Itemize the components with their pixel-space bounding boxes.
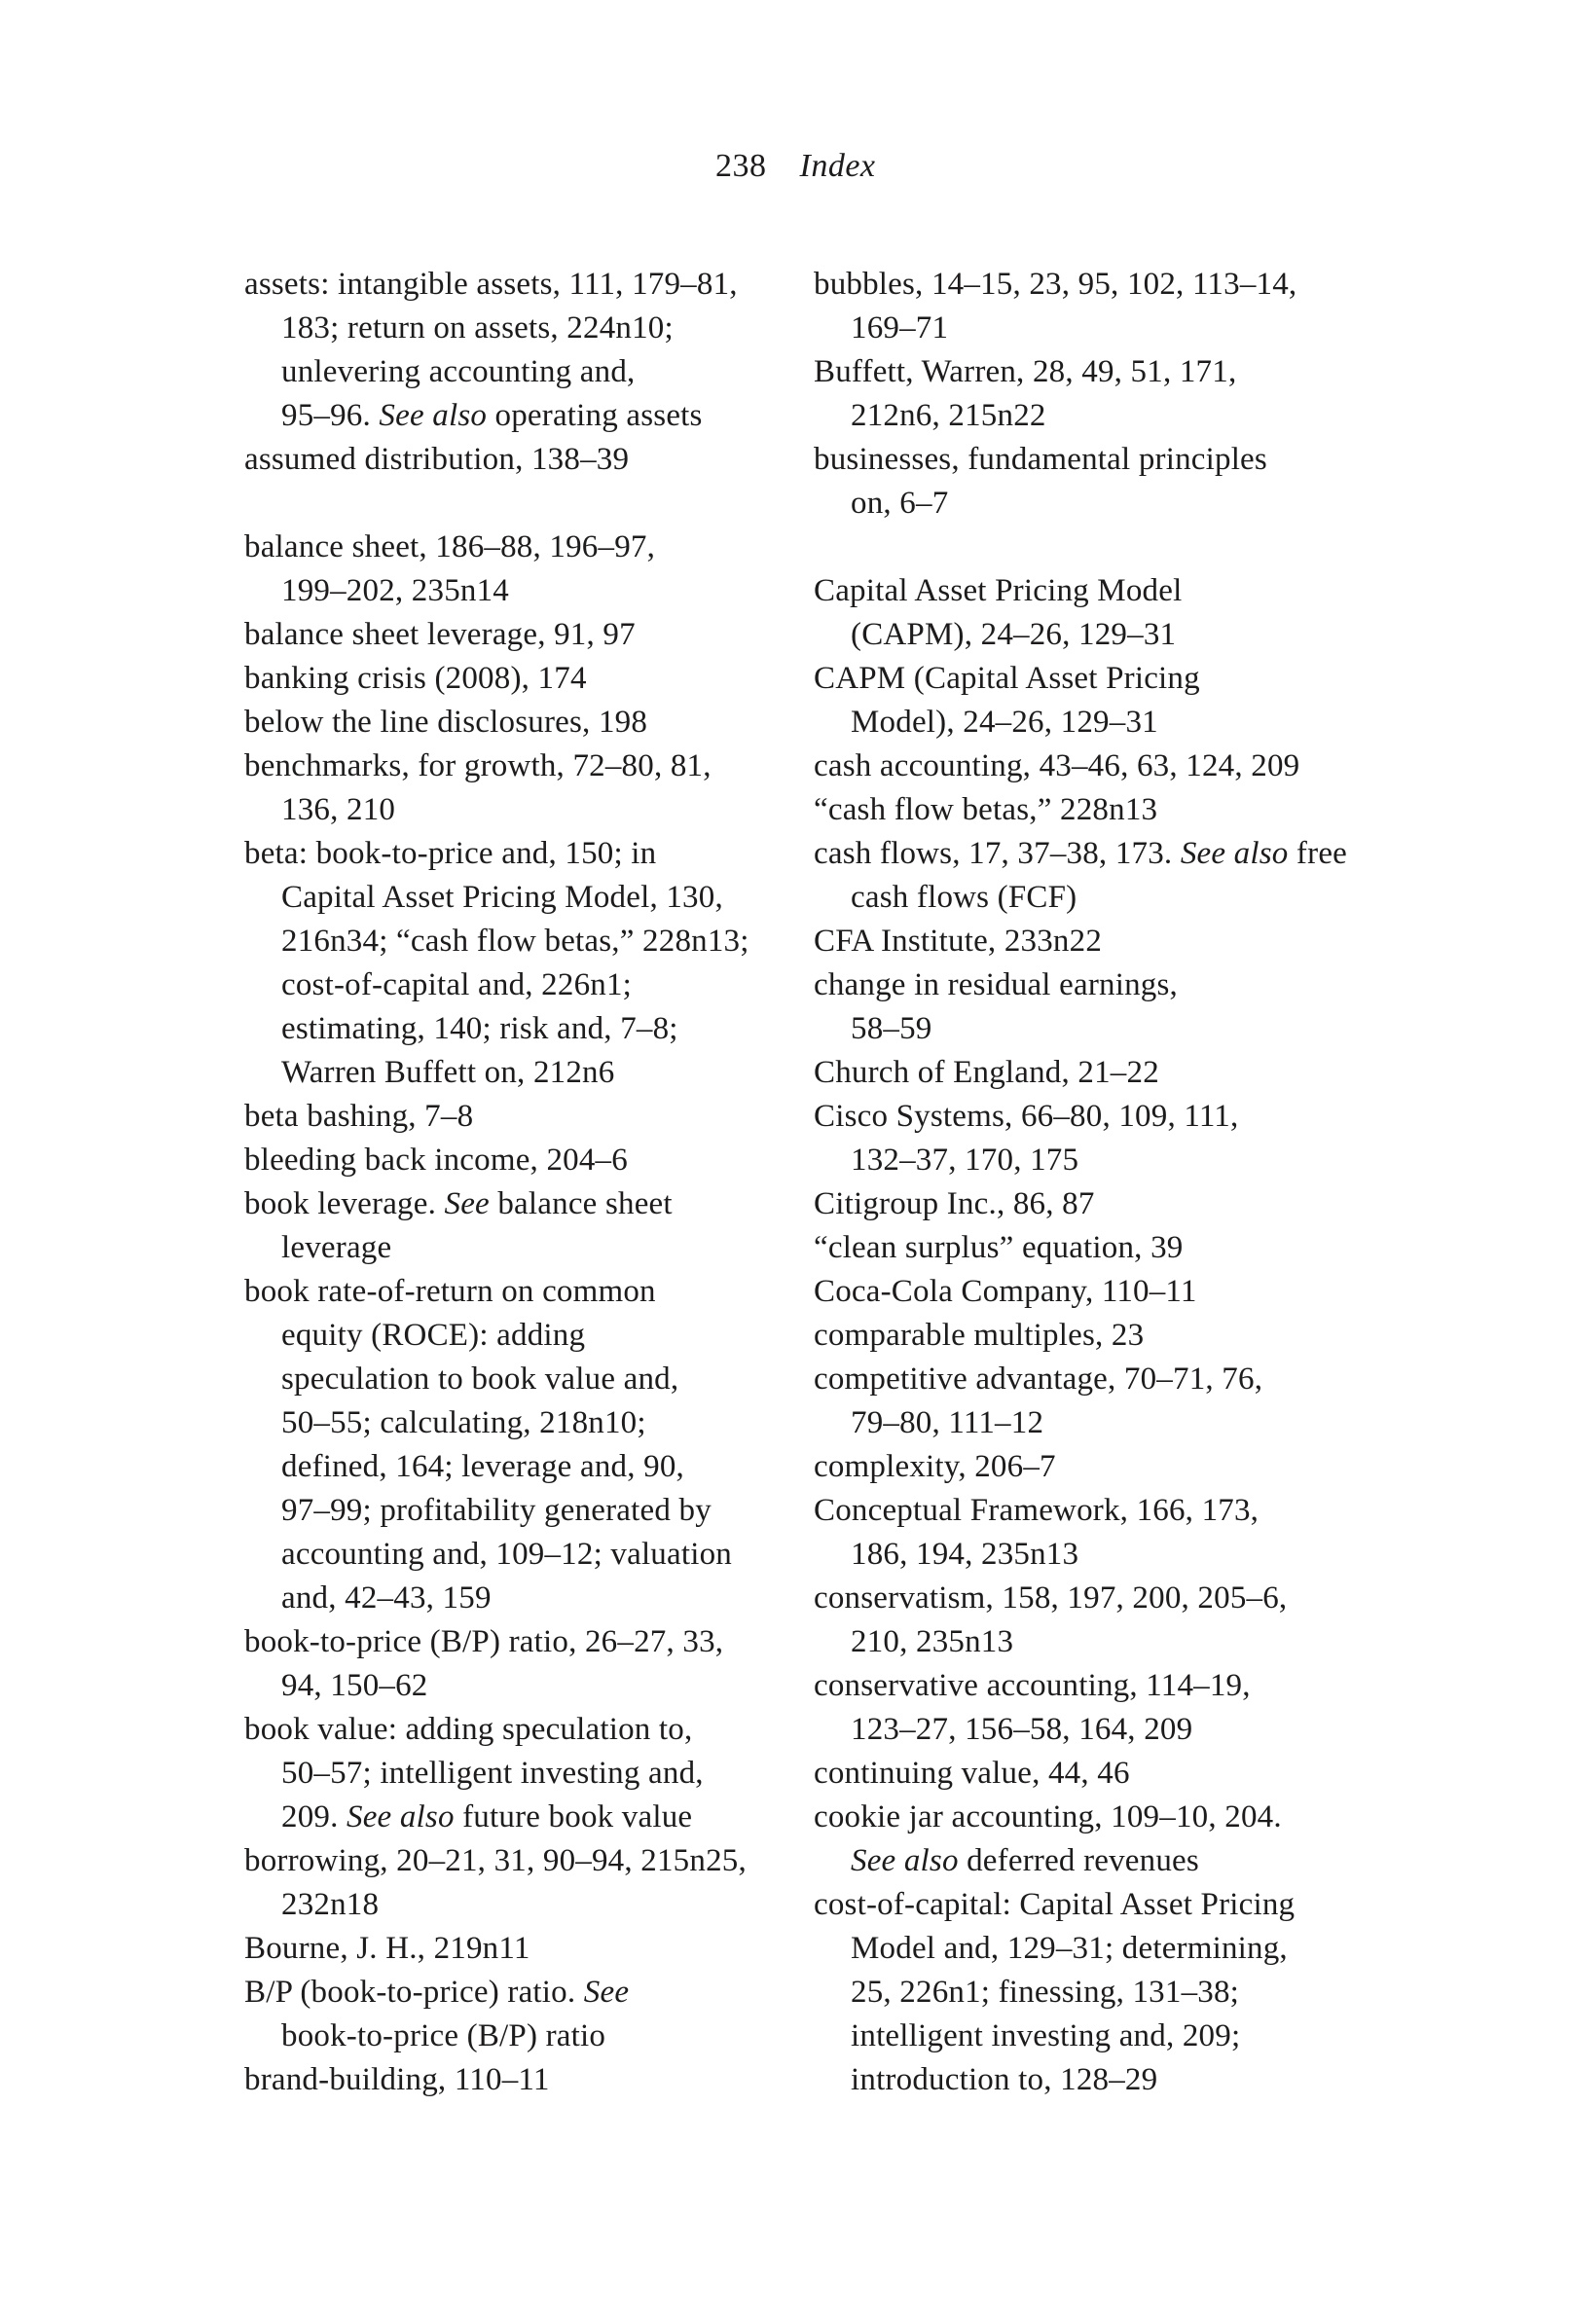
index-line	[244, 1182, 828, 1226]
index-line	[244, 1577, 828, 1620]
text-run: change in residual earnings,	[814, 967, 1178, 1002]
index-line	[244, 1533, 828, 1577]
text-run: defined, 164; leverage and, 90,	[281, 1449, 684, 1484]
index-line	[814, 1226, 1398, 1270]
index-line	[244, 1971, 828, 2015]
text-run: beta bashing, 7–8	[244, 1099, 474, 1134]
text-run: 186, 194, 235n13	[851, 1537, 1079, 1572]
index-line	[814, 1752, 1398, 1796]
text-run: 50–55; calculating, 218n10;	[281, 1405, 646, 1440]
index-line	[244, 657, 828, 701]
index-line	[814, 1270, 1398, 1314]
running-head	[715, 144, 876, 188]
index-line	[244, 1796, 828, 1839]
text-run: 25, 226n1; finessing, 131–38;	[851, 1975, 1240, 2010]
text-run: 95–96.	[281, 398, 380, 433]
index-line	[814, 613, 1398, 657]
text-run: 183; return on assets, 224n10;	[281, 310, 674, 345]
text-run: book leverage.	[244, 1186, 445, 1221]
index-line	[814, 1007, 1398, 1051]
index-line	[814, 2058, 1398, 2102]
index-line	[814, 1927, 1398, 1971]
index-line	[814, 438, 1398, 482]
text-run: cost-of-capital: Capital Asset Pricing	[814, 1887, 1296, 1922]
cross-reference: See also	[851, 1843, 959, 1878]
index-line	[814, 832, 1398, 876]
text-run: future book value	[454, 1799, 693, 1834]
index-line	[814, 482, 1398, 526]
text-run: beta: book-to-price and, 150; in	[244, 836, 657, 871]
index-column-right	[814, 263, 1398, 2102]
text-run: deferred revenues	[958, 1843, 1199, 1878]
text-run: assumed distribution, 138–39	[244, 442, 630, 477]
text-run: borrowing, 20–21, 31, 90–94, 215n25,	[244, 1843, 747, 1878]
index-line	[244, 1752, 828, 1796]
text-run: comparable multiples, 23	[814, 1318, 1145, 1353]
index-line	[244, 526, 828, 569]
text-run: cookie jar accounting, 109–10, 204.	[814, 1799, 1282, 1834]
index-line	[244, 1927, 828, 1971]
text-run: Conceptual Framework, 166, 173,	[814, 1493, 1260, 1528]
index-line	[814, 963, 1398, 1007]
text-run: leverage	[281, 1230, 392, 1265]
text-run: and, 42–43, 159	[281, 1580, 492, 1616]
text-run: speculation to book value and,	[281, 1362, 679, 1397]
text-run: 216n34; “cash flow betas,” 228n13;	[281, 924, 749, 959]
text-run: “cash flow betas,” 228n13	[814, 792, 1158, 827]
index-line	[244, 1401, 828, 1445]
running-head-title: Index	[799, 148, 876, 184]
text-run: unlevering accounting and,	[281, 354, 636, 389]
text-run: cash flows, 17, 37–38, 173.	[814, 836, 1181, 871]
text-run: balance sheet, 186–88, 196–97,	[244, 529, 656, 564]
index-line	[814, 1095, 1398, 1139]
text-run: Model), 24–26, 129–31	[851, 705, 1158, 740]
index-line	[244, 832, 828, 876]
index-line	[244, 350, 828, 394]
index-line	[244, 307, 828, 350]
text-run: book rate-of-return on common	[244, 1274, 656, 1309]
index-line	[814, 1358, 1398, 1401]
index-line	[814, 1971, 1398, 2015]
index-line	[814, 1314, 1398, 1358]
cross-reference: See	[444, 1186, 490, 1221]
index-line	[814, 744, 1398, 788]
index-line	[244, 2015, 828, 2058]
index-line	[814, 1051, 1398, 1095]
index-line	[244, 963, 828, 1007]
index-line	[814, 1182, 1398, 1226]
index-line	[244, 1883, 828, 1927]
index-line	[814, 394, 1398, 438]
text-run: balance sheet leverage, 91, 97	[244, 617, 636, 652]
index-line	[244, 1445, 828, 1489]
index-line	[244, 1664, 828, 1708]
text-run: 232n18	[281, 1887, 380, 1922]
index-line	[244, 1270, 828, 1314]
blank-line	[244, 482, 828, 526]
text-run: 123–27, 156–58, 164, 209	[851, 1712, 1193, 1747]
text-run: on, 6–7	[851, 486, 949, 521]
index-line	[244, 394, 828, 438]
index-line	[244, 788, 828, 832]
index-line	[814, 1533, 1398, 1577]
text-run: Cisco Systems, 66–80, 109, 111,	[814, 1099, 1239, 1134]
index-line	[244, 1839, 828, 1883]
text-run: intelligent investing and, 209;	[851, 2018, 1241, 2053]
text-run: B/P (book-to-price) ratio.	[244, 1975, 584, 2010]
text-run: continuing value, 44, 46	[814, 1756, 1130, 1791]
index-line	[244, 1358, 828, 1401]
text-run: 50–57; intelligent investing and,	[281, 1756, 704, 1791]
index-line	[814, 1445, 1398, 1489]
index-line	[244, 1489, 828, 1533]
text-run: Buffett, Warren, 28, 49, 51, 171,	[814, 354, 1237, 389]
text-run: brand-building, 110–11	[244, 2062, 550, 2097]
index-line	[814, 920, 1398, 963]
index-line	[814, 1401, 1398, 1445]
text-run: CFA Institute, 233n22	[814, 924, 1103, 959]
text-run: complexity, 206–7	[814, 1449, 1056, 1484]
text-run: 210, 235n13	[851, 1624, 1014, 1659]
index-line	[814, 263, 1398, 307]
index-line	[814, 701, 1398, 744]
text-run: banking crisis (2008), 174	[244, 661, 587, 696]
text-run: Coca-Cola Company, 110–11	[814, 1274, 1197, 1309]
index-line	[244, 920, 828, 963]
index-line	[244, 876, 828, 920]
text-run: cash flows (FCF)	[851, 880, 1077, 915]
index-line	[244, 701, 828, 744]
text-run: 136, 210	[281, 792, 396, 827]
text-run: conservative accounting, 114–19,	[814, 1668, 1251, 1703]
text-run: “clean surplus” equation, 39	[814, 1230, 1184, 1265]
text-run: (CAPM), 24–26, 129–31	[851, 617, 1177, 652]
index-line	[814, 1620, 1398, 1664]
text-run: bleeding back income, 204–6	[244, 1143, 628, 1178]
index-line	[244, 1139, 828, 1182]
text-run: book value: adding speculation to,	[244, 1712, 693, 1747]
index-line	[814, 876, 1398, 920]
page-number: 238	[715, 148, 767, 184]
index-line	[814, 307, 1398, 350]
index-line	[814, 788, 1398, 832]
index-line	[814, 1708, 1398, 1752]
text-run: estimating, 140; risk and, 7–8;	[281, 1011, 678, 1046]
text-run: conservatism, 158, 197, 200, 205–6,	[814, 1580, 1288, 1616]
index-line	[814, 2015, 1398, 2058]
text-run: Capital Asset Pricing Model	[814, 573, 1183, 608]
index-column-left	[244, 263, 828, 2102]
text-run: 199–202, 235n14	[281, 573, 509, 608]
text-run: cost-of-capital and, 226n1;	[281, 967, 633, 1002]
text-run: Capital Asset Pricing Model, 130,	[281, 880, 723, 915]
text-run: 94, 150–62	[281, 1668, 428, 1703]
text-run: 58–59	[851, 1011, 932, 1046]
index-line	[814, 350, 1398, 394]
index-line	[244, 1051, 828, 1095]
text-run: competitive advantage, 70–71, 76,	[814, 1362, 1263, 1397]
text-run: businesses, fundamental principles	[814, 442, 1267, 477]
text-run: operating assets	[487, 398, 703, 433]
index-line	[244, 1708, 828, 1752]
text-run: equity (ROCE): adding	[281, 1318, 586, 1353]
text-run: book-to-price (B/P) ratio, 26–27, 33,	[244, 1624, 724, 1659]
text-run: 79–80, 111–12	[851, 1405, 1044, 1440]
text-run: introduction to, 128–29	[851, 2062, 1158, 2097]
cross-reference: See also	[347, 1799, 455, 1834]
index-line	[814, 1883, 1398, 1927]
text-run: 97–99; profitability generated by	[281, 1493, 712, 1528]
index-line	[814, 1139, 1398, 1182]
text-run: CAPM (Capital Asset Pricing	[814, 661, 1200, 696]
text-run: benchmarks, for growth, 72–80, 81,	[244, 748, 712, 783]
text-run: bubbles, 14–15, 23, 95, 102, 113–14,	[814, 267, 1297, 302]
text-run: 132–37, 170, 175	[851, 1143, 1079, 1178]
text-run: assets: intangible assets, 111, 179–81,	[244, 267, 738, 302]
index-line	[244, 1226, 828, 1270]
index-line	[814, 1577, 1398, 1620]
index-line	[814, 1839, 1398, 1883]
index-line	[814, 1664, 1398, 1708]
cross-reference: See also	[1180, 836, 1289, 871]
text-run: accounting and, 109–12; valuation	[281, 1537, 732, 1572]
text-run: balance sheet	[489, 1186, 673, 1221]
text-run: Citigroup Inc., 86, 87	[814, 1186, 1095, 1221]
text-run: cash accounting, 43–46, 63, 124, 209	[814, 748, 1300, 783]
index-line	[814, 657, 1398, 701]
text-run: free	[1288, 836, 1348, 871]
index-line	[244, 1007, 828, 1051]
blank-line	[814, 526, 1398, 569]
index-line	[814, 1796, 1398, 1839]
text-run: 209.	[281, 1799, 347, 1834]
text-run: 212n6, 215n22	[851, 398, 1046, 433]
index-line	[244, 744, 828, 788]
text-run: book-to-price (B/P) ratio	[281, 2018, 606, 2053]
index-line	[244, 438, 828, 482]
index-line	[244, 2058, 828, 2102]
text-run: 169–71	[851, 310, 949, 345]
index-line	[244, 569, 828, 613]
index-line	[814, 1489, 1398, 1533]
cross-reference: See	[583, 1975, 630, 2010]
index-line	[244, 1095, 828, 1139]
cross-reference: See also	[379, 398, 488, 433]
text-run: Church of England, 21–22	[814, 1055, 1159, 1090]
text-run: Warren Buffett on, 212n6	[281, 1055, 615, 1090]
text-run: Model and, 129–31; determining,	[851, 1931, 1288, 1966]
text-run: Bourne, J. H., 219n11	[244, 1931, 530, 1966]
index-line	[244, 1620, 828, 1664]
index-line	[814, 569, 1398, 613]
index-line	[244, 1314, 828, 1358]
index-line	[244, 263, 828, 307]
index-line	[244, 613, 828, 657]
text-run: below the line disclosures, 198	[244, 705, 648, 740]
